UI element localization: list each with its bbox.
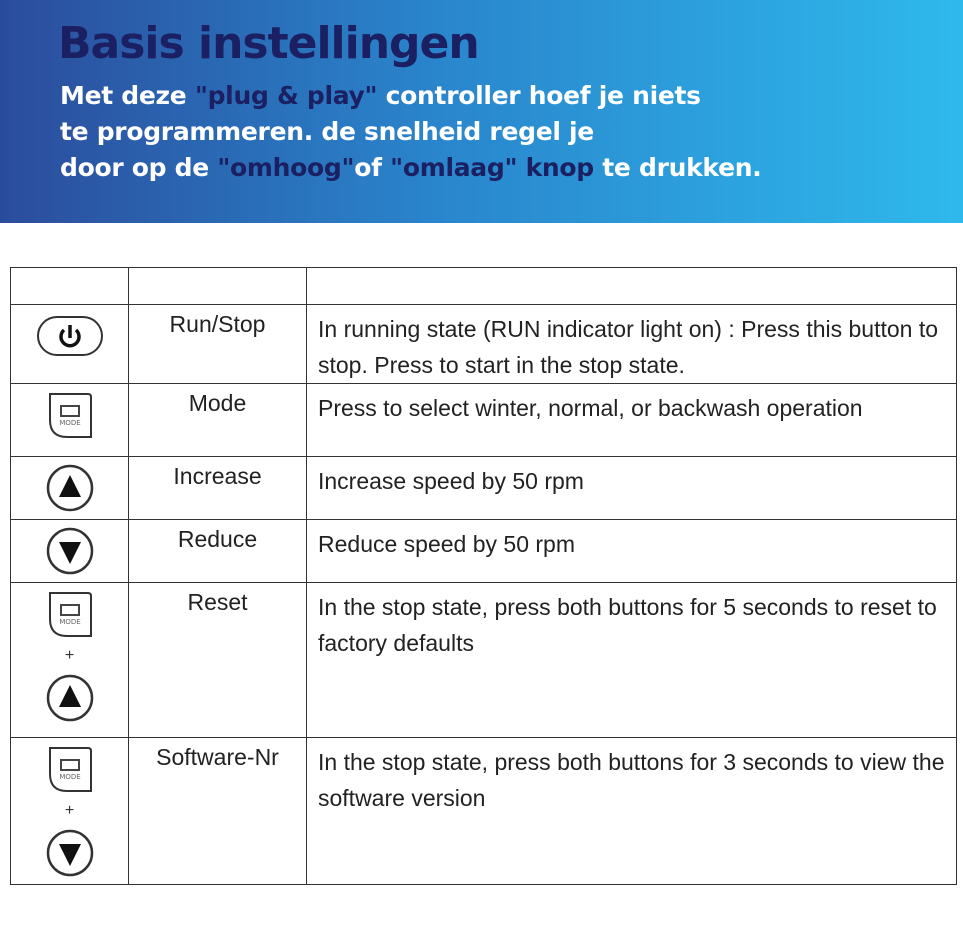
mode-icon [45, 390, 95, 446]
icon-cell [11, 384, 129, 457]
intro-text-part: te programmeren. de snelheid regel je [60, 117, 594, 146]
svg-text:MODE: MODE [58, 773, 81, 781]
header-cell [129, 268, 307, 305]
intro-text-part: Met deze [60, 81, 195, 110]
icon-cell [11, 457, 129, 520]
table-row [11, 384, 957, 457]
button-name: Reset [129, 583, 307, 738]
mode-icon [45, 744, 95, 800]
header-cell [307, 268, 957, 305]
arrow-up-icon [45, 463, 95, 519]
button-name: Software-Nr [129, 738, 307, 885]
button-description: Press to select winter, normal, or backwash operation [307, 384, 957, 457]
arrow-up-icon [45, 673, 95, 729]
svg-text:MODE: MODE [58, 618, 81, 626]
icon-cell [11, 738, 129, 885]
button-description: Increase speed by 50 rpm [307, 457, 957, 520]
arrow-down-icon [45, 828, 95, 884]
plus-sign: + [64, 802, 75, 819]
power-icon [35, 311, 105, 367]
icon-cell [11, 520, 129, 583]
table-row [11, 583, 957, 738]
page-title: Basis instellingen [58, 18, 479, 69]
intro-text-part: controller hoef je niets [377, 81, 701, 110]
table-row [11, 520, 957, 583]
button-name: Mode [129, 384, 307, 457]
icon-cell [11, 583, 129, 738]
header-banner [0, 0, 963, 223]
button-description: In the stop state, press both buttons for 3 seconds to view the software version [307, 738, 957, 885]
table-header-row [11, 268, 957, 305]
mode-icon [45, 589, 95, 645]
table-row [11, 305, 957, 384]
arrow-down-icon [45, 526, 95, 582]
button-description: In running state (RUN indicator light on) : Press this button to stop. Press to start in the stop state. [307, 305, 957, 384]
button-name: Run/Stop [129, 305, 307, 384]
intro-text [60, 78, 761, 186]
icon-cell [11, 305, 129, 384]
table-row [11, 738, 957, 885]
button-description: In the stop state, press both buttons for 5 seconds to reset to factory defaults [307, 583, 957, 738]
intro-text-part: te drukken. [593, 153, 762, 182]
intro-highlight: "plug & play" [194, 81, 378, 110]
intro-highlight: "omhoog" [217, 153, 355, 182]
intro-highlight: "omlaag" knop [390, 153, 594, 182]
plus-sign: + [64, 647, 75, 664]
header-cell [11, 268, 129, 305]
svg-text:MODE: MODE [58, 419, 81, 427]
button-name: Reduce [129, 520, 307, 583]
button-table [10, 267, 957, 885]
intro-text-part: door op de [60, 153, 218, 182]
button-description: Reduce speed by 50 rpm [307, 520, 957, 583]
table-row [11, 457, 957, 520]
button-name: Increase [129, 457, 307, 520]
intro-text-part: of [354, 153, 391, 182]
